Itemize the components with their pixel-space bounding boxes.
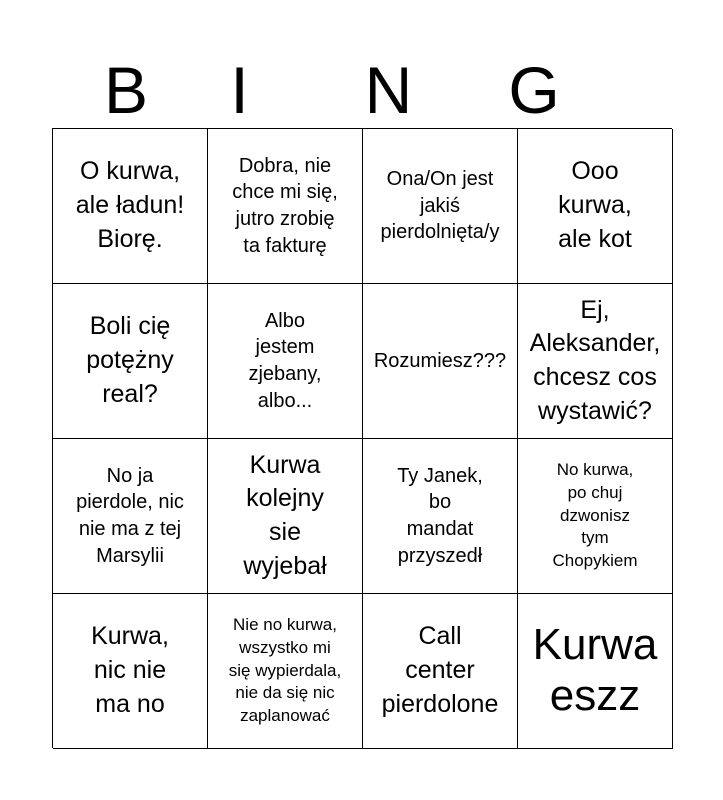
bingo-cell-1-3[interactable]: Ona/On jest jakiś pierdolnięta/y: [363, 129, 518, 284]
bingo-cell-3-1[interactable]: No ja pierdole, nic nie ma z tej Marsylii: [53, 439, 208, 594]
bingo-cell-4-4[interactable]: Kurwa eszz: [518, 594, 673, 749]
bingo-cell-1-4[interactable]: Ooo kurwa, ale kot: [518, 129, 673, 284]
bingo-cell-3-2[interactable]: Kurwa kolejny sie wyjebał: [208, 439, 363, 594]
bingo-cell-2-2[interactable]: Albo jestem zjebany, albo...: [208, 284, 363, 439]
bingo-board: [52, 128, 672, 748]
header-letter-i: I: [230, 53, 249, 127]
bingo-cell-4-3[interactable]: Call center pierdolone: [363, 594, 518, 749]
bingo-cell-4-1[interactable]: Kurwa, nic nie ma no: [53, 594, 208, 749]
bingo-header: [52, 52, 672, 128]
bingo-cell-2-3[interactable]: Rozumiesz???: [363, 284, 518, 439]
bingo-cell-3-4[interactable]: No kurwa, po chuj dzwonisz tym Chopykiem: [518, 439, 673, 594]
bingo-cell-4-2[interactable]: Nie no kurwa, wszystko mi się wypierdala, nie da się nic zaplanować: [208, 594, 363, 749]
bingo-cell-1-2[interactable]: Dobra, nie chce mi się, jutro zrobię ta fakturę: [208, 129, 363, 284]
bingo-cell-2-4[interactable]: Ej, Aleksander, chcesz cos wystawić?: [518, 284, 673, 439]
header-letter-n: N: [364, 53, 413, 127]
header-letter-b: B: [104, 53, 149, 127]
bingo-cell-2-1[interactable]: Boli cię potężny real?: [53, 284, 208, 439]
header-letter-g: G: [508, 53, 560, 127]
bingo-cell-1-1[interactable]: O kurwa, ale ładun! Biorę.: [53, 129, 208, 284]
bingo-cell-3-3[interactable]: Ty Janek, bo mandat przyszedł: [363, 439, 518, 594]
